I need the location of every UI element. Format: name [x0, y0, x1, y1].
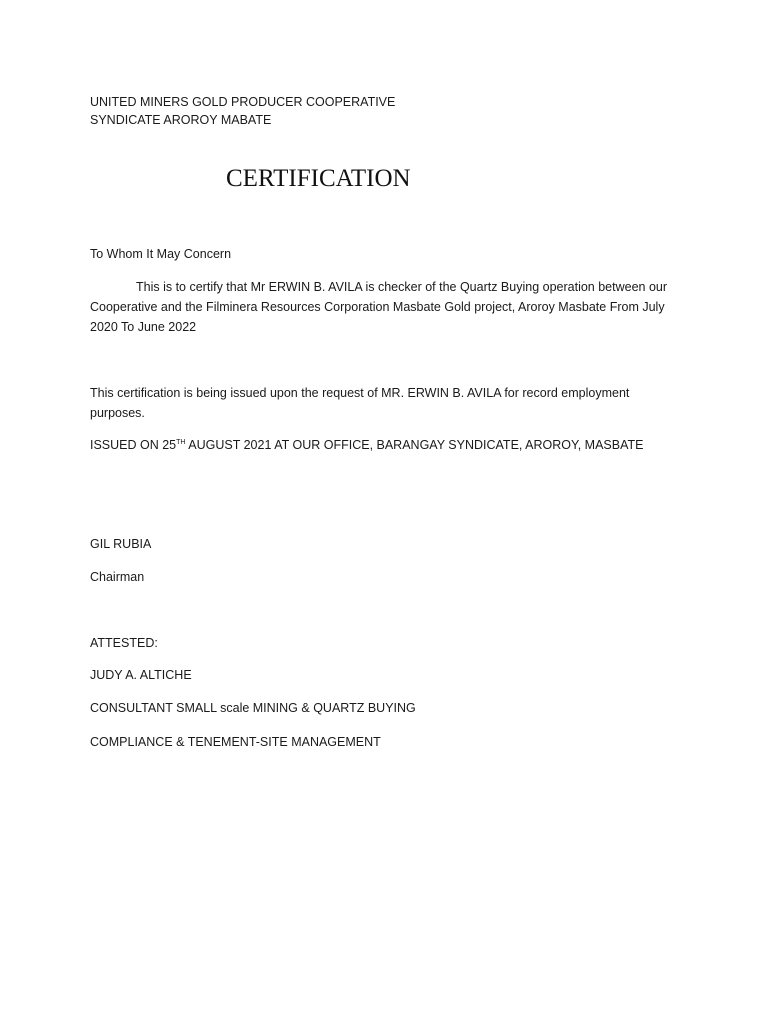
signatory-name: GIL RUBIA: [90, 537, 152, 551]
paragraph1-line1: This is to certify that Mr ERWIN B. AVILA is checker of the Quartz Buying operation between our: [136, 280, 668, 294]
salutation: To Whom It May Concern: [90, 247, 232, 261]
paragraph1-line3: 2020 To June 2022: [90, 320, 197, 334]
attester-name: JUDY A. ALTICHE: [90, 668, 192, 682]
paragraph1-line2: Cooperative and the Filminera Resources Corporation Masbate Gold project, Aroroy Masbate From July: [90, 300, 665, 314]
document-title: CERTIFICATION: [226, 165, 411, 192]
issued-suffix: AUGUST 2021 AT OUR OFFICE, BARANGAY SYNDICATE, AROROY, MASBATE: [185, 438, 644, 452]
paragraph2-line1: This certification is being issued upon the request of MR. ERWIN B. AVILA for record employment: [90, 386, 630, 400]
org-name-line2: SYNDICATE AROROY MABATE: [90, 113, 272, 127]
issued-prefix: ISSUED ON 25: [90, 438, 177, 452]
paragraph2-line2: purposes.: [90, 406, 145, 420]
attester-position-line1: CONSULTANT SMALL scale MINING & QUARTZ BUYING: [90, 701, 416, 715]
request-paragraph: [90, 383, 690, 423]
org-name-line1: UNITED MINERS GOLD PRODUCER COOPERATIVE: [90, 95, 396, 109]
attested-label: ATTESTED:: [90, 636, 158, 650]
signatory-position: Chairman: [90, 570, 145, 584]
attester-position-line2: COMPLIANCE & TENEMENT-SITE MANAGEMENT: [90, 735, 381, 749]
certification-paragraph: [90, 277, 690, 337]
issued-statement: [90, 436, 643, 454]
issued-superscript: TH: [176, 439, 186, 446]
